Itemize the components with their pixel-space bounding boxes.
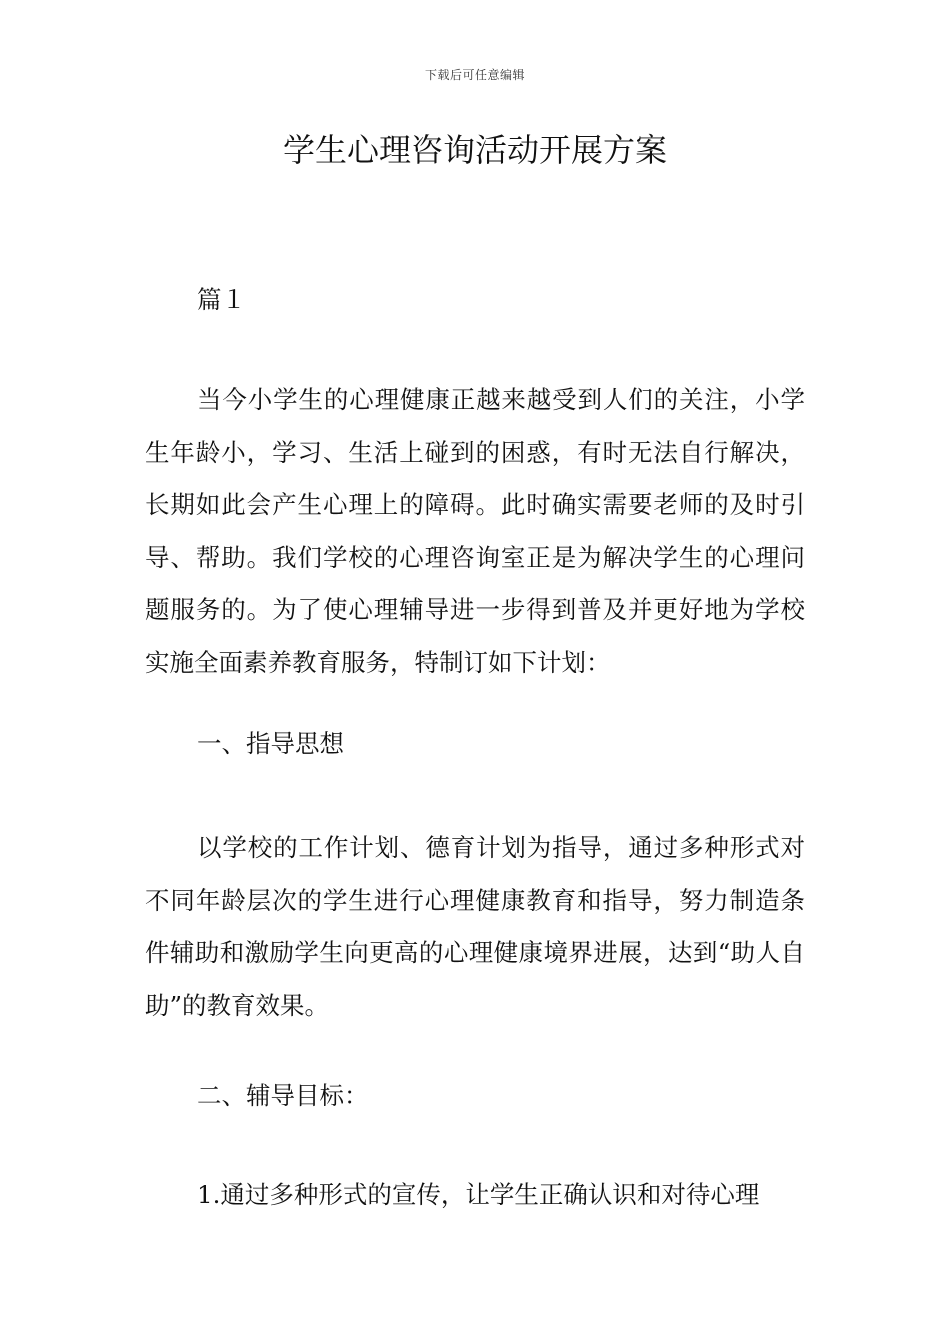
- intro-paragraph: 当今小学生的心理健康正越来越受到人们的关注，小学生年龄小，学习、生活上碰到的困惑，有时无法自行解决，长期如此会产生心理上的障碍。此时确实需要老师的及时引导、帮助。我们学校的心理咨询室正是为解决学生的心理问题服务的。为了使心理辅导进一步得到普及并更好地为学校实施全面素养教育服务，特制订如下计划：: [145, 385, 805, 677]
- heading-goals: 二、辅导目标：: [197, 1081, 369, 1110]
- document-title: 学生心理咨询活动开展方案: [282, 131, 667, 169]
- guiding-ideology-paragraph: 以学校的工作计划、德育计划为指导，通过多种形式对不同年龄层次的学生进行心理健康教育和指导，努力制造条件辅助和激励学生向更高的心理健康境界进展，达到“助人自助”的教育效果。: [145, 833, 805, 1020]
- header-note: 下载后可任意编辑: [424, 68, 525, 82]
- heading-guiding-ideology: 一、指导思想: [197, 729, 344, 758]
- goal-item-1: 1.通过多种形式的宣传，让学生正确认识和对待心理: [197, 1180, 760, 1209]
- section-label: 篇１: [197, 285, 246, 314]
